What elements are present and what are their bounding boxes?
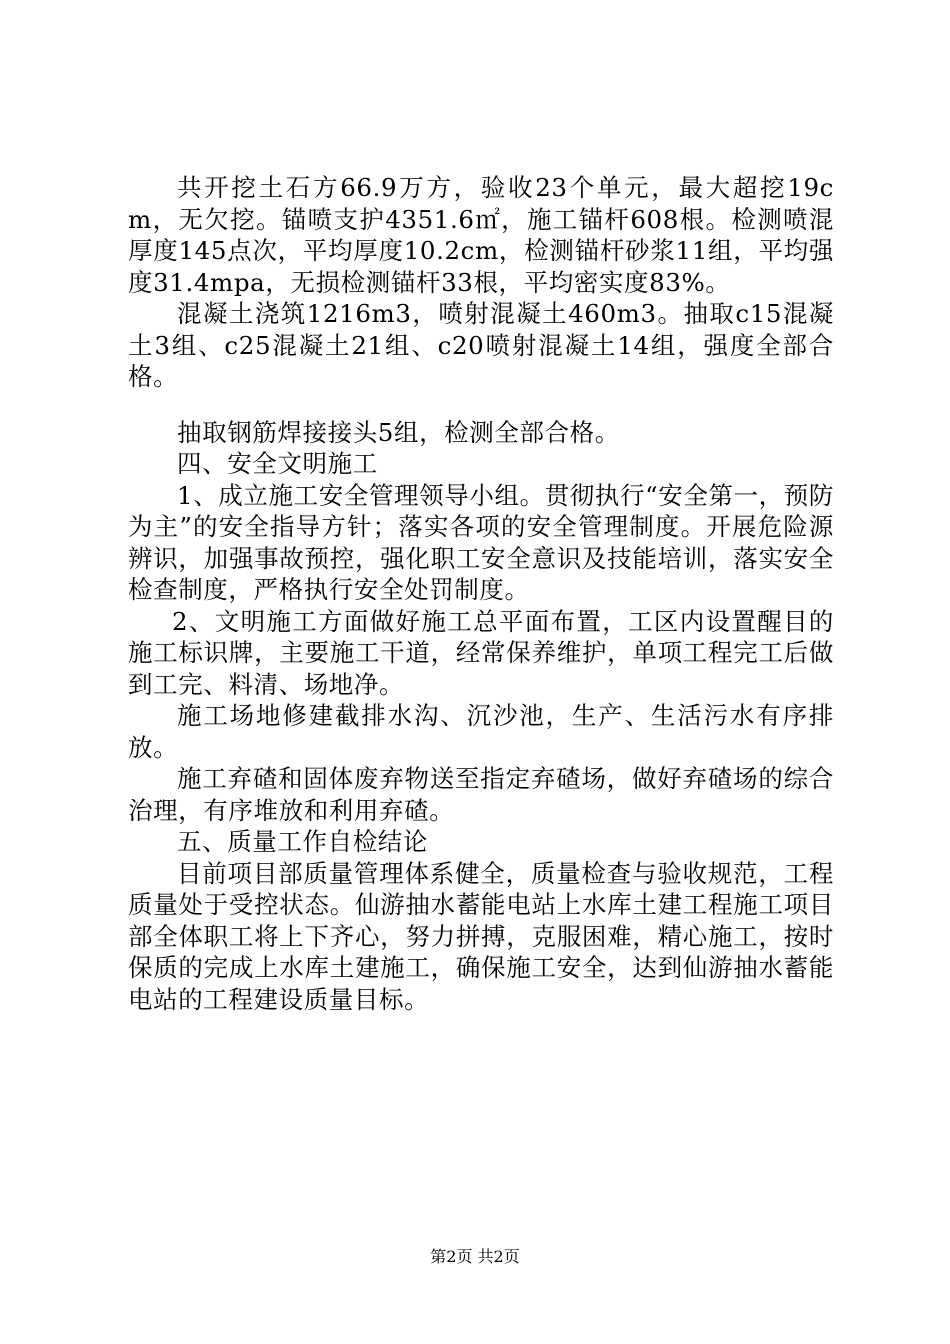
paragraph-waste-disposal: 施工弃碴和固体废弃物送至指定弃碴场，做好弃碴场的综合治理，有序堆放和利用弃碴。	[128, 764, 834, 825]
paragraph-excavation-stats: 共开挖土石方66.9万方，验收23个单元，最大超挖19cm，无欠挖。锚喷支护4351.6㎡，施工锚杆608根。检测喷混厚度145点次，平均厚度10.2cm，检测锚杆砂浆11组，平均强度31.4mpa，无损检测锚杆33根，平均密实度83%。	[128, 173, 834, 297]
page-number-footer: 第2页 共2页	[430, 1247, 520, 1266]
heading-quality-self-check: 五、质量工作自检结论	[177, 827, 428, 856]
heading-safety-civilized-construction: 四、安全文明施工	[177, 449, 378, 478]
paragraph-safety-leadership: 1、成立施工安全管理领导小组。贯彻执行“安全第一，预防为主”的安全指导方针；落实各项的安全管理制度。开展危险源辨识，加强事故预控，强化职工安全意识及技能培训，落实安全检查制度，严格执行安全处罚制度。	[128, 480, 834, 604]
paragraph-rebar-weld: 抽取钢筋焊接接头5组，检测全部合格。	[177, 417, 620, 447]
paragraph-civilized-construction: 2、文明施工方面做好施工总平面布置，工区内设置醒目的施工标识牌，主要施工干道，经常保养维护，单项工程完工后做到工完、料清、场地净。	[128, 606, 834, 699]
paragraph-concrete-stats: 混凝土浇筑1216m3，喷射混凝土460m3。抽取c15混凝土3组、c25混凝土21组、c20喷射混凝土14组，强度全部合格。	[128, 299, 834, 391]
paragraph-drainage: 施工场地修建截排水沟、沉沙池，生产、生活污水有序排放。	[128, 701, 834, 762]
document-body	[128, 172, 834, 1015]
paragraph-quality-conclusion: 目前项目部质量管理体系健全，质量检查与验收规范，工程质量处于受控状态。仙游抽水蓄能电站上水库土建工程施工项目部全体职工将上下齐心，努力拼搏，克服困难，精心施工，按时保质的完成上水库土建施工，确保施工安全，达到仙游抽水蓄能电站的工程建设质量目标。	[128, 858, 834, 1014]
